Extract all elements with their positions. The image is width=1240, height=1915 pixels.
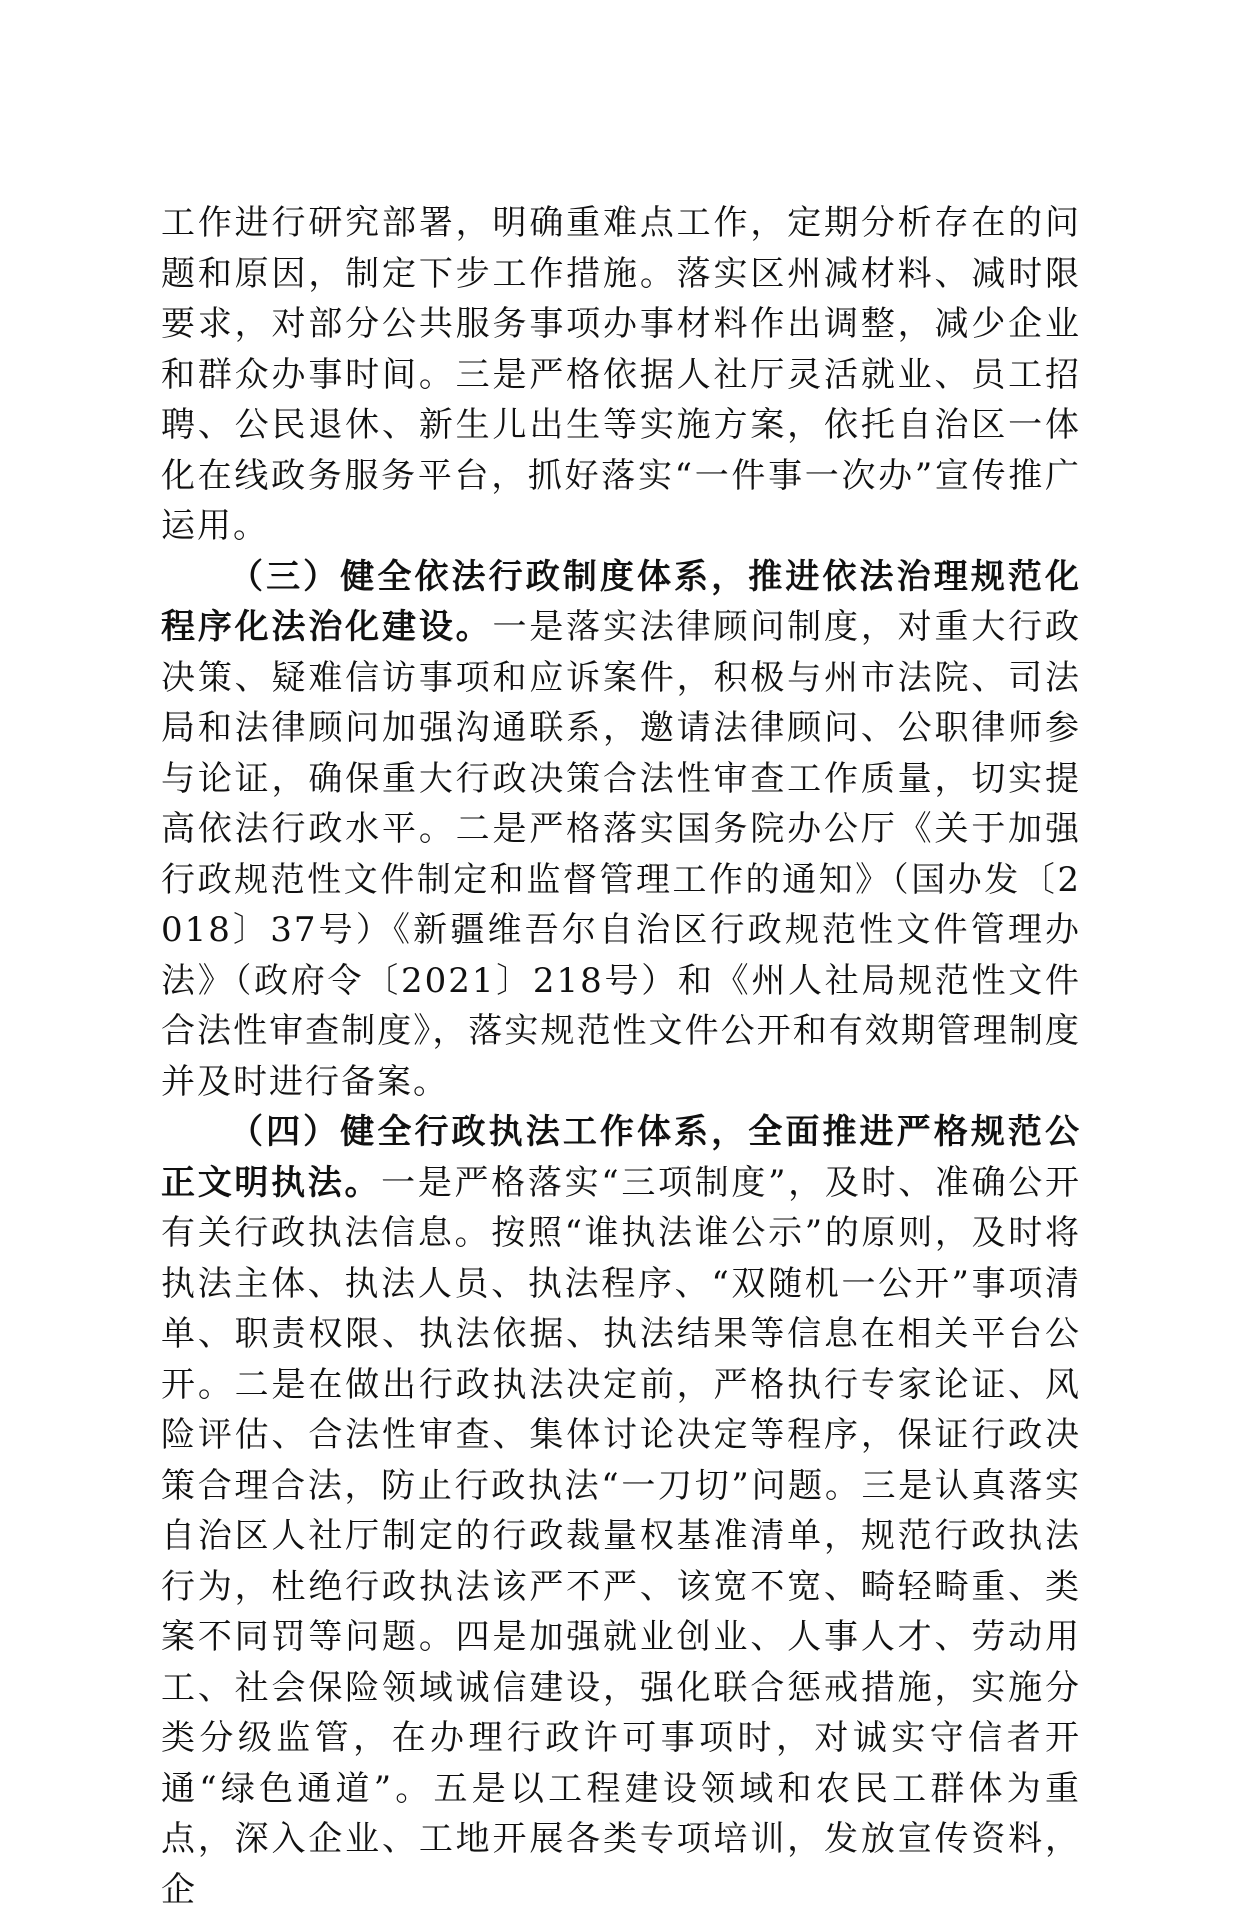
paragraph-text: 工作进行研究部署，明确重难点工作，定期分析存在的问题和原因，制定下步工作措施。落实区州减材料、减时限要求，对部分公共服务事项办事材料作出调整，减少企业和群众办事时间。三是严格依据人社厅灵活就业、员工招聘、公民退休、新生儿出生等实施方案，依托自治区一体化在线政务服务平台，抓好落实“一件事一次办”宣传推广运用。 [161, 203, 1081, 546]
paragraph-text: 一是严格落实“三项制度”，及时、准确公开有关行政执法信息。按照“谁执法谁公示”的原则，及时将执法主体、执法人员、执法程序、“双随机一公开”事项清单、职责权限、执法依据、执法结果等信息在相关平台公开。二是在做出行政执法决定前，严格执行专家论证、风险评估、合法性审查、集体讨论决定等程序，保证行政决策合理合法，防止行政执法“一刀切”问题。三是认真落实自治区人社厅制定的行政裁量权基准清单，规范行政执法行为，杜绝行政执法该严不严、该宽不宽、畸轻畸重、类案不同罚等问题。四是加强就业创业、人事人才、劳动用工、社会保险领域诚信建设，强化联合惩戒措施，实施分类分级监管，在办理行政许可事项时，对诚实守信者开通“绿色通道”。五是以工程建设领域和农民工群体为重点，深入企业、工地开展各类专项培训，发放宣传资料，企 [161, 1162, 1082, 1910]
section-heading-four: （四）健全行政执法工作体系，全面推进严格规范公正文明执法。 [161, 1112, 1081, 1203]
paragraph-section-four [161, 1107, 1081, 1915]
document-page [161, 198, 1081, 1915]
paragraph-continuation [161, 198, 1081, 552]
paragraph-section-three [161, 552, 1081, 1108]
paragraph-text: 一是落实法律顾问制度，对重大行政决策、疑难信访事项和应诉案件，积极与州市法院、司法局和法律顾问加强沟通联系，邀请法律顾问、公职律师参与论证，确保重大行政决策合法性审查工作质量，切实提高依法行政水平。二是严格落实国务院办公厅《关于加强行政规范性文件制定和监督管理工作的通知》（国办发〔2018〕37号）《新疆维吾尔自治区行政规范性文件管理办法》（政府令〔2021〕218号）和《州人社局规范性文件合法性审查制度》，落实规范性文件公开和有效期管理制度并及时进行备案。 [161, 607, 1081, 1102]
section-heading-three: （三）健全依法行政制度体系，推进依法治理规范化程序化法治化建设。 [161, 556, 1081, 647]
